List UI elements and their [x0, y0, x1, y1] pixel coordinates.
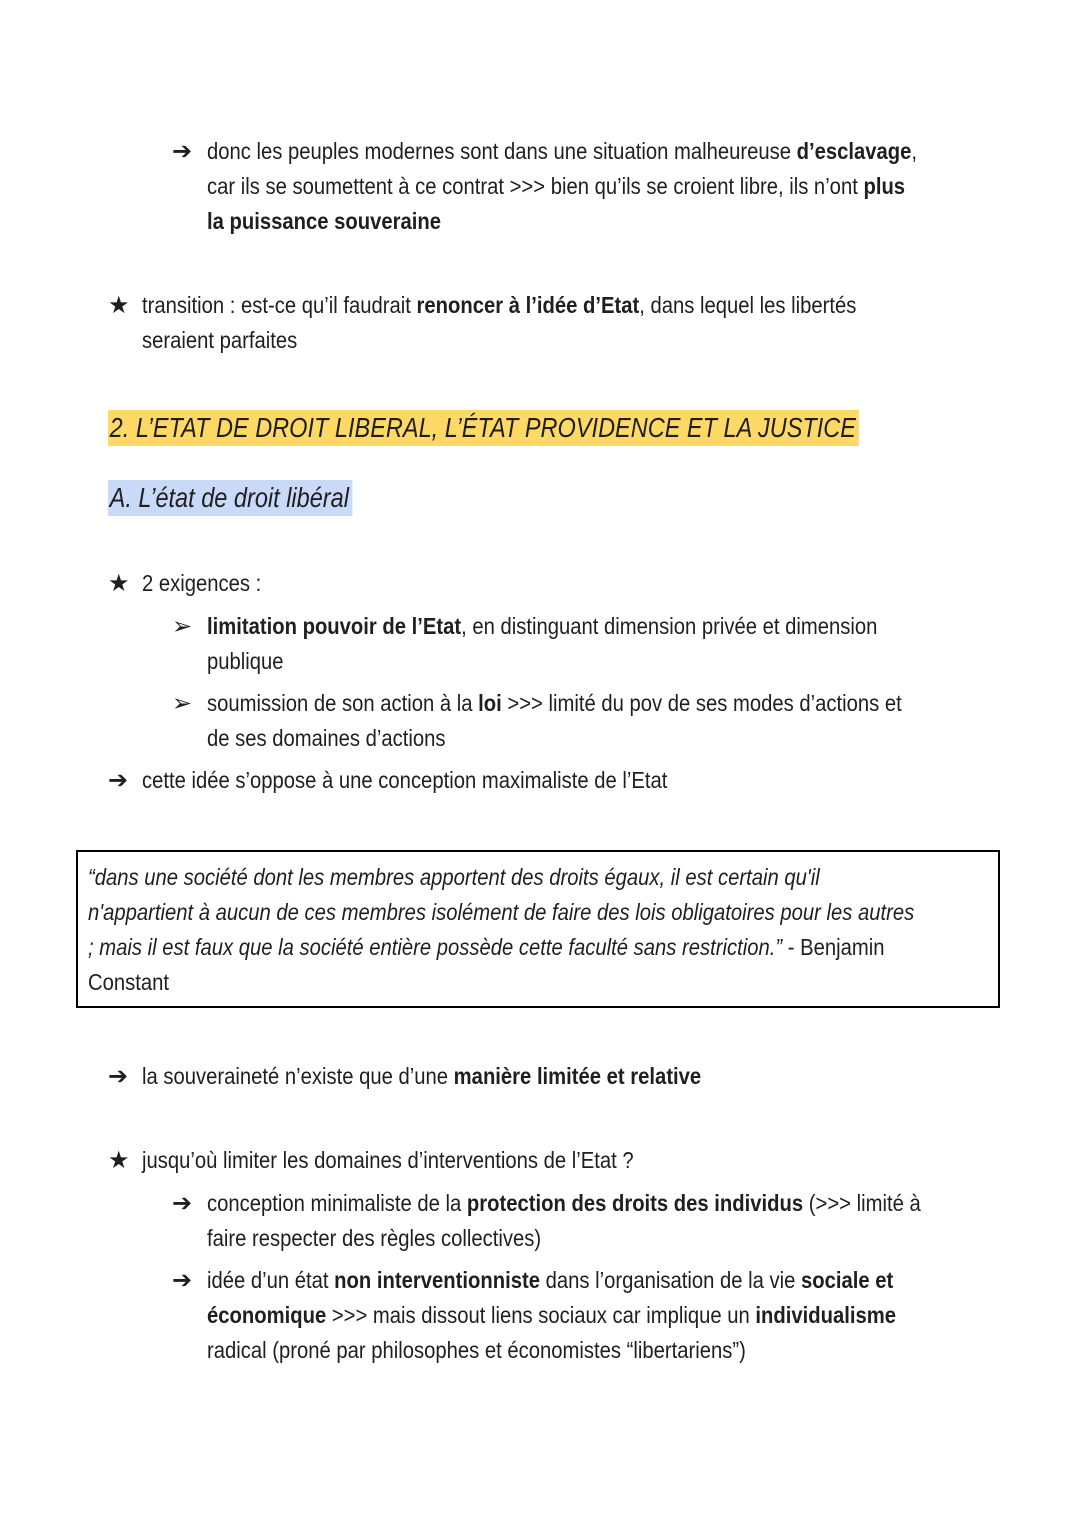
- text-line: de ses domaines d’actions: [207, 725, 446, 751]
- quote-line: n'appartient à aucun de ces membres isolément de faire des lois obligatoires pour les autres: [88, 899, 915, 925]
- quote-author: Constant: [88, 969, 170, 995]
- arrow-icon: ➔: [172, 1190, 193, 1217]
- text-line: soumission de son action à la loi >>> limité du pov de ses modes d’actions et: [207, 690, 902, 716]
- text-line: cette idée s’oppose à une conception maximaliste de l’Etat: [142, 767, 668, 793]
- arrow-icon: ➔: [172, 1267, 193, 1294]
- text-line: radical (proné par philosophes et économistes “libertariens”): [207, 1337, 746, 1363]
- text-line: transition : est-ce qu’il faudrait renoncer à l’idée d’Etat, dans lequel les libertés: [142, 292, 857, 318]
- star-icon: ★: [108, 1147, 130, 1174]
- chevron-icon: ➢: [172, 613, 193, 640]
- section-heading: 2. L’ETAT DE DROIT LIBERAL, L’ÉTAT PROVIDENCE ET LA JUSTICE: [108, 410, 859, 446]
- text-line: idée d’un état non interventionniste dans l’organisation de la vie sociale et: [207, 1267, 894, 1293]
- text-line: jusqu’où limiter les domaines d’interventions de l’Etat ?: [142, 1147, 634, 1173]
- quote-box: [76, 850, 1000, 1008]
- chevron-icon: ➢: [172, 690, 193, 717]
- arrow-icon: ➔: [172, 138, 193, 165]
- text-line: publique: [207, 648, 284, 674]
- text-line: la puissance souveraine: [207, 208, 441, 234]
- text-line: 2 exigences :: [142, 570, 262, 596]
- text-line: économique >>> mais dissout liens sociaux car implique un individualisme: [207, 1302, 896, 1328]
- quote-line: “dans une société dont les membres apportent des droits égaux, il est certain qu'il: [88, 864, 820, 890]
- text-line: la souveraineté n’existe que d’une manière limitée et relative: [142, 1063, 702, 1089]
- text-line: car ils se soumettent à ce contrat >>> bien qu’ils se croient libre, ils n’ont plus: [207, 173, 906, 199]
- text-line: limitation pouvoir de l’Etat, en distinguant dimension privée et dimension: [207, 613, 878, 639]
- text-line: conception minimaliste de la protection des droits des individus (>>> limité à: [207, 1190, 921, 1216]
- text-line: seraient parfaites: [142, 327, 298, 353]
- arrow-icon: ➔: [108, 767, 129, 794]
- text-line: donc les peuples modernes sont dans une situation malheureuse d’esclavage,: [207, 138, 917, 164]
- text-line: faire respecter des règles collectives): [207, 1225, 542, 1251]
- star-icon: ★: [108, 292, 130, 319]
- arrow-icon: ➔: [108, 1063, 129, 1090]
- subsection-heading: A. L’état de droit libéral: [108, 480, 352, 516]
- star-icon: ★: [108, 570, 130, 597]
- quote-line: ; mais il est faux que la société entière possède cette faculté sans restriction.” - Benjamin: [88, 934, 885, 960]
